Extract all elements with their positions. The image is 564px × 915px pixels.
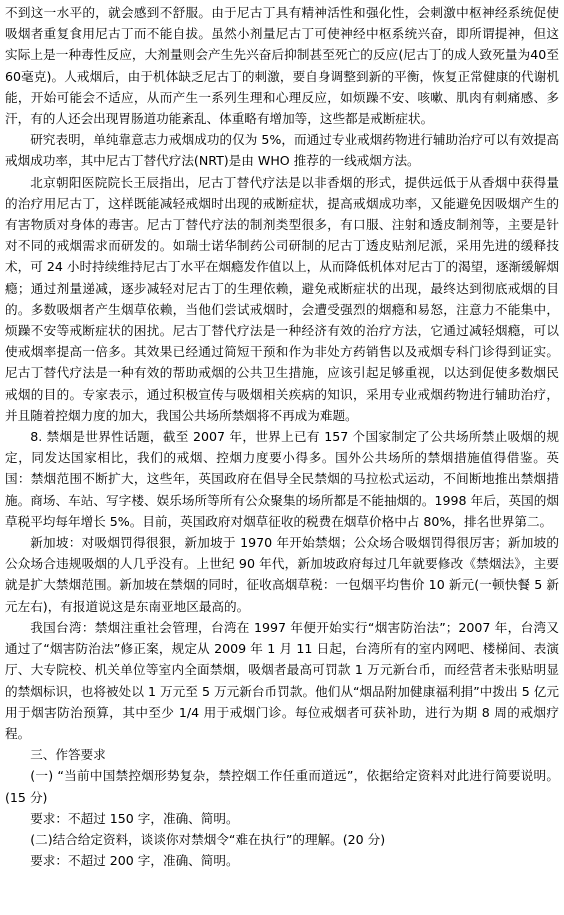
question-1: (一) “当前中国禁控烟形势复杂，禁控烟工作任重而道远”，依据给定资料对此进行简要说明。(15 分) <box>5 768 559 805</box>
paragraph-taiwan: 我国台湾：禁烟注重社会管理，台湾在 1997 年便开始实行“烟害防治法”；2007 年，台湾又通过了“烟害防治法”修正案，规定从 2009 年 1 月 11 日起，台湾所有的室内网吧、楼梯间、表演厅、大专院校、机关单位等室内全面禁烟，吸烟者最高可罚款 1 万元新台币，而经营者未张贴明显的禁烟标识，也将被处以 1 万元至 5 万元新台币罚款。他们从“烟品附加健康福利捐”中拨出 5 亿元用于烟害防治预算，其中至少 1/4 用于戒烟门诊。每位戒烟者可获补助，进行为期 8 周的戒烟疗程。 <box>5 619 559 741</box>
paragraph-material-8-uk: 8. 禁烟是世界性话题，截至 2007 年，世界上已有 157 个国家制定了公共场所禁止吸烟的规定，同发达国家相比，我们的戒烟、控烟力度要小得多。国外公共场所的禁烟措施值得借鉴。英国：禁烟范围不断扩大，这些年，英国政府在倡导全民禁烟的马拉松式运动，不间断地推出禁烟措施。商场、车站、写字楼、娱乐场所等所有公众聚集的场所都是不能抽烟的。1998 年后，英国的烟草税平均每年增长 5%。目前，英国政府对烟草征收的税费在烟草价格中占 80%，排名世界第二。 <box>5 429 559 529</box>
question-1-requirement: 要求：不超过 150 字，准确、简明。 <box>30 810 239 826</box>
paragraph-nicotine-replacement: 北京朝阳医院院长王辰指出，尼古丁替代疗法是以非香烟的形式，提供远低于从香烟中获得量的治疗用尼古丁，这样既能减轻戒烟时出现的戒断症状，提高戒烟成功率，又能避免因吸烟产生的有害物质对身体的毒害。尼古丁替代疗法的制剂类型很多，有口服、注射和透皮制剂等，主要是针对不同的戒烟需求而研发的。如瑞士诺华制药公司研制的尼古丁透皮贴剂尼派，采用先进的缓释技术，可 24 小时持续维持尼古丁水平在烟瘾发作值以上，从而降低机体对尼古丁的渴望，逐渐缓解烟瘾；通过剂量递减，逐步减轻对尼古丁的生理依赖，避免戒断症状的出现，最终达到彻底戒烟的目的。多数吸烟者产生烟草依赖，当他们尝试戒烟时，会遭受强烈的烟瘾和易怒，注意力不能集中，烦躁不安等戒断症状的困扰。尼古丁替代疗法是一种经济有效的治疗方法，它通过减轻烟瘾，可以使戒烟率提高一倍多。其效果已经通过简短干预和作为非处方药销售以及戒烟专科门诊得到证实。尼古丁替代疗法是一种有效的帮助戒烟的公共卫生措施，应该引起足够重视，以达到促使多数烟民戒烟的目的。专家表示，通过积极宣传与吸烟相关疾病的知识，采用专业戒烟药物进行辅助治疗，并且随着控烟力度的加大，我国公共场所禁烟将不再成为难题。 <box>5 174 559 423</box>
paragraph-research-findings: 研究表明，单纯靠意志力戒烟成功的仅为 5%，而通过专业戒烟药物进行辅助治疗可以有效提高戒烟成功率，其中尼古丁替代疗法(NRT)是由 WHO 推荐的一线戒烟方法。 <box>5 132 559 169</box>
question-2: (二)结合给定资料，谈谈你对禁烟令“难在执行”的理解。(20 分) <box>30 831 386 847</box>
question-2-requirement: 要求：不超过 200 字，准确、简明。 <box>30 853 239 869</box>
paragraph-singapore: 新加坡：对吸烟罚得很狠，新加坡于 1970 年开始禁烟；公众场合吸烟罚得很厉害；新加坡的公众场合违规吸烟的人几乎没有。上世纪 90 年代，新加坡政府每过几年就要修改《禁烟法》，主要就是扩大禁烟范围。新加坡在禁烟的同时，征收高烟草税：一包烟平均售价 10 新元(一顿快餐 5 新元左右)，有报道说这是东南亚地区最高的。 <box>5 535 559 614</box>
section-heading-requirements: 三、作答要求 <box>30 747 106 763</box>
paragraph-withdrawal-symptoms: 不到这一水平的，就会感到不舒服。由于尼古丁具有精神活性和强化性，会刺激中枢神经系统促使吸烟者重复食用尼古丁而不能自拔。虽然小剂量尼古丁可使神经中枢系统兴奋，即所谓提神，但这实际上是一种毒性反应，大剂量则会产生先兴奋后抑制甚至死亡的反应(尼古丁的成人致死量为40至60毫克)。人戒烟后，由于机体缺乏尼古丁的刺激，要自身调整到新的平衡，恢复正常健康的代谢机能，开始可能会不适应，从而产生一系列生理和心理反应，如烦躁不安、咳嗽、肌肉有刺痛感、多汗，有的人还会出现胃肠道功能紊乱、体重略有增加等，这些都是戒断症状。 <box>5 5 559 127</box>
